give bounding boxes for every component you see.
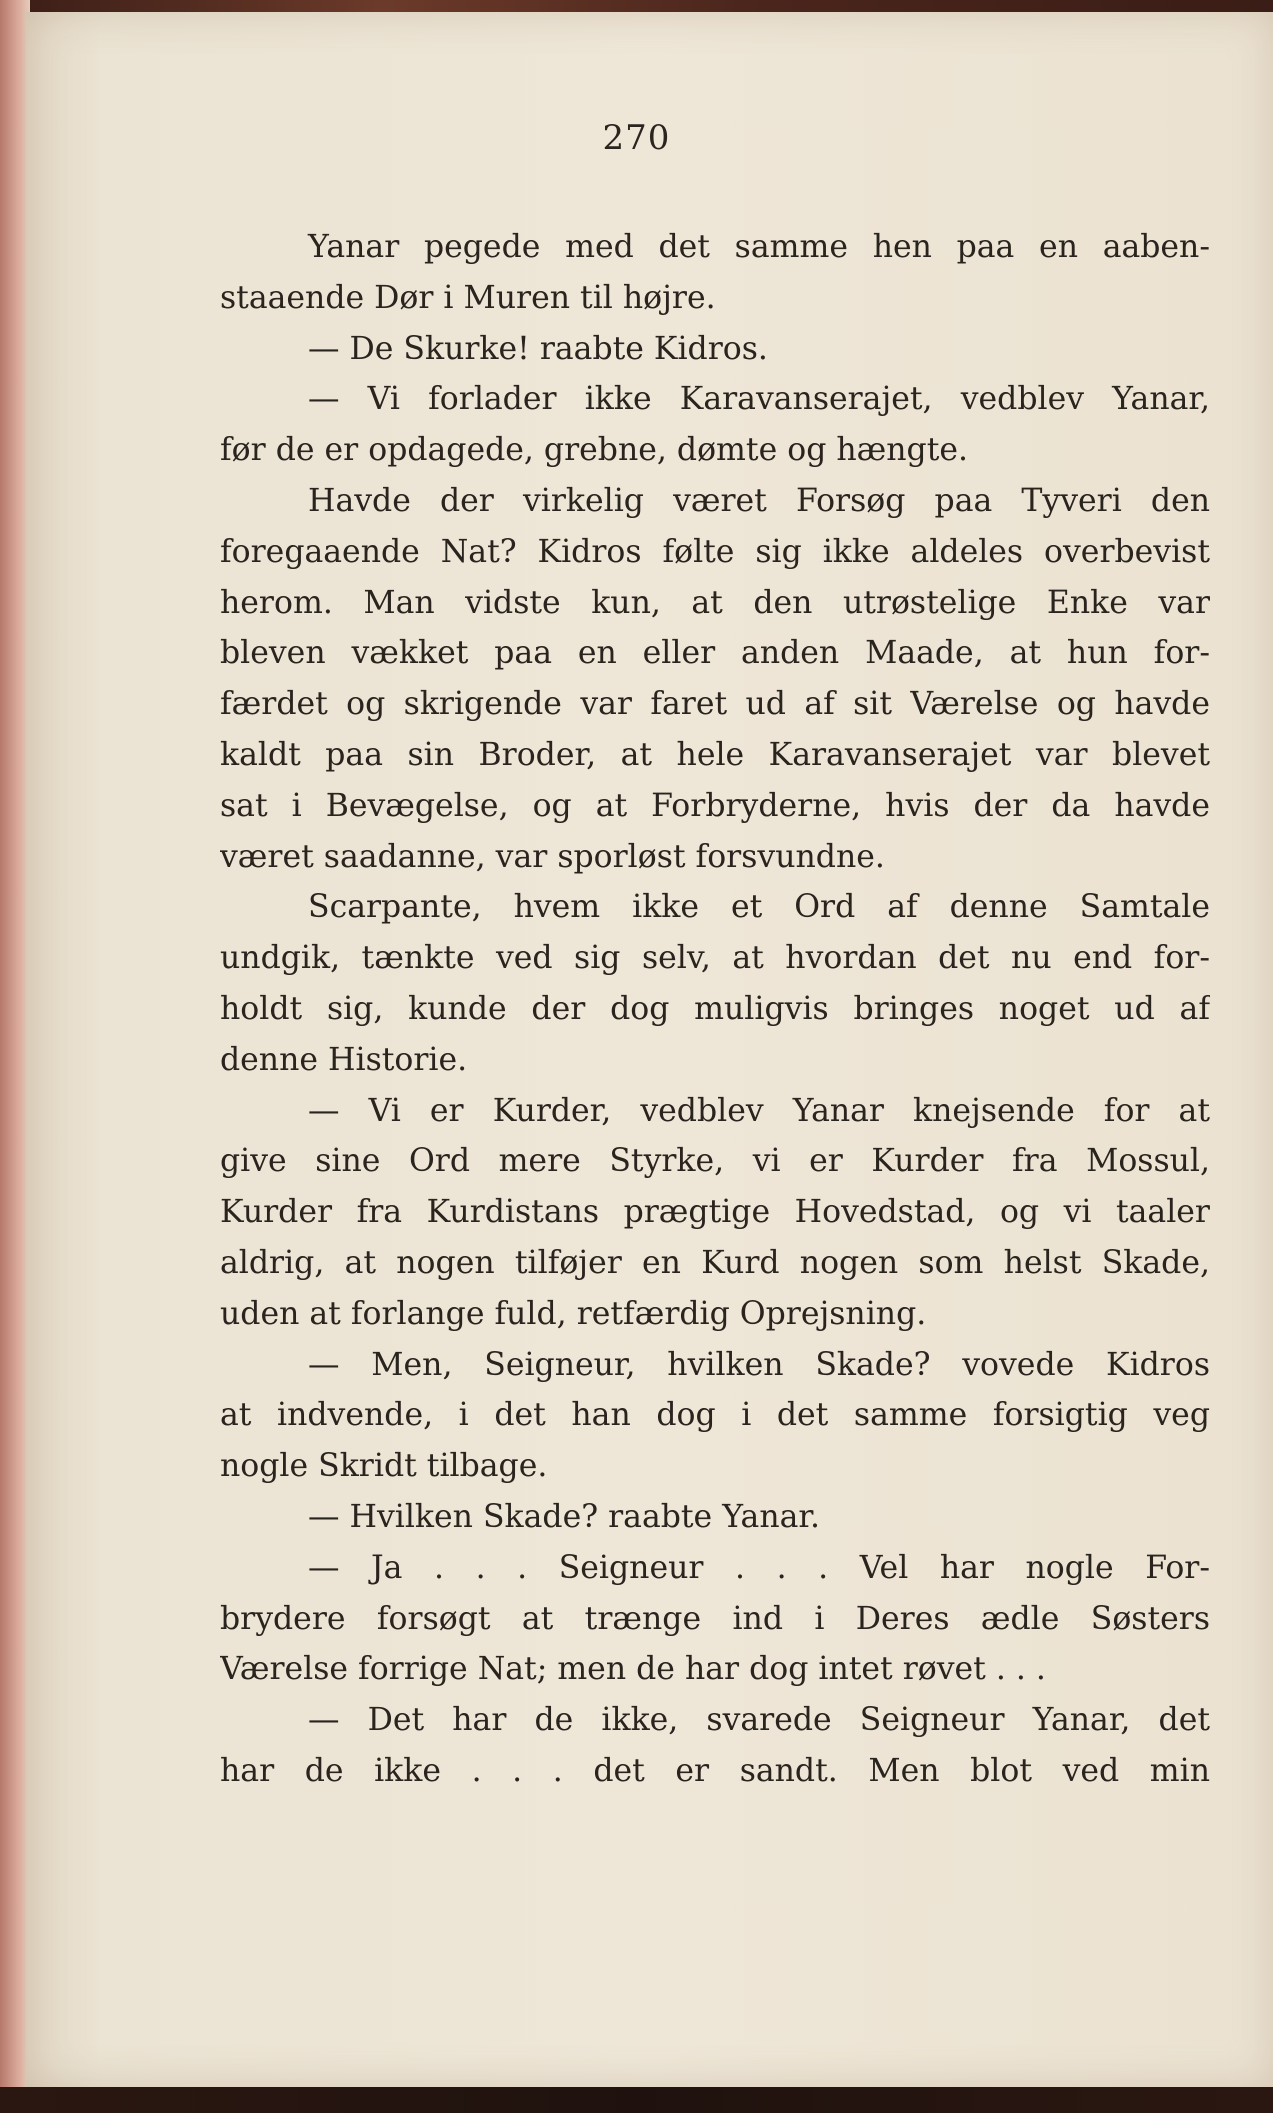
text-line: — Ja . . . Seigneur . . . Vel har nogle For- xyxy=(308,1549,1210,1586)
text-line: undgik, tænkte ved sig selv, at hvordan det nu end for- xyxy=(220,940,1210,977)
text-line: denne Historie. xyxy=(220,1041,468,1078)
text-line: Scarpante, hvem ikke et Ord af denne Samtale xyxy=(308,889,1210,926)
text-line: aldrig, at nogen tilføjer en Kurd nogen som helst Skade, xyxy=(220,1244,1210,1281)
text-line: staaende Dør i Muren til højre. xyxy=(220,279,716,316)
text-line: har de ikke . . . det er sandt. Men blot ved min xyxy=(220,1752,1210,1789)
text-line: foregaaende Nat? Kidros følte sig ikke aldeles overbevist xyxy=(220,533,1210,570)
text-line: kaldt paa sin Broder, at hele Karavanserajet var blevet xyxy=(220,736,1210,773)
text-line: herom. Man vidste kun, at den utrøstelige Enke var xyxy=(220,584,1210,621)
text-line: Kurder fra Kurdistans prægtige Hovedstad, og vi taaler xyxy=(220,1194,1210,1231)
text-line: — Det har de ikke, svarede Seigneur Yanar, det xyxy=(308,1702,1210,1739)
page-bottom-edge xyxy=(0,2087,1273,2113)
text-line: — Vi er Kurder, vedblev Yanar knejsende for at xyxy=(308,1092,1210,1129)
text-line: uden at forlange fuld, retfærdig Oprejsning. xyxy=(220,1295,927,1332)
text-line: Havde der virkelig været Forsøg paa Tyveri den xyxy=(308,482,1210,519)
page-number: 270 xyxy=(602,118,671,158)
text-line: brydere forsøgt at trænge ind i Deres ædle Søsters xyxy=(220,1600,1210,1637)
body-text xyxy=(220,222,1210,1797)
text-line: færdet og skrigende var faret ud af sit Værelse og havde xyxy=(220,686,1210,723)
text-line: — Vi forlader ikke Karavanserajet, vedblev Yanar, xyxy=(308,381,1210,418)
text-line: — Hvilken Skade? raabte Yanar. xyxy=(308,1498,821,1535)
text-line: holdt sig, kunde der dog muligvis bringes noget ud af xyxy=(220,990,1210,1027)
text-line: at indvende, i det han dog i det samme forsigtig veg xyxy=(220,1397,1210,1434)
text-line: — Men, Seigneur, hvilken Skade? vovede Kidros xyxy=(308,1346,1210,1383)
text-line: før de er opdagede, grebne, dømte og hængte. xyxy=(220,432,969,469)
text-line: give sine Ord mere Styrke, vi er Kurder fra Mossul, xyxy=(220,1143,1210,1180)
text-line: sat i Bevægelse, og at Forbryderne, hvis der da havde xyxy=(220,787,1210,824)
text-line: Yanar pegede med det samme hen paa en aaben- xyxy=(308,229,1210,265)
text-line: — De Skurke! raabte Kidros. xyxy=(308,330,768,367)
text-line: bleven vækket paa en eller anden Maade, at hun for- xyxy=(220,635,1210,672)
text-line: været saadanne, var sporløst forsvundne. xyxy=(220,838,885,875)
text-line: nogle Skridt tilbage. xyxy=(220,1448,548,1485)
text-line: Værelse forrige Nat; men de har dog intet røvet . . . xyxy=(220,1651,1046,1688)
